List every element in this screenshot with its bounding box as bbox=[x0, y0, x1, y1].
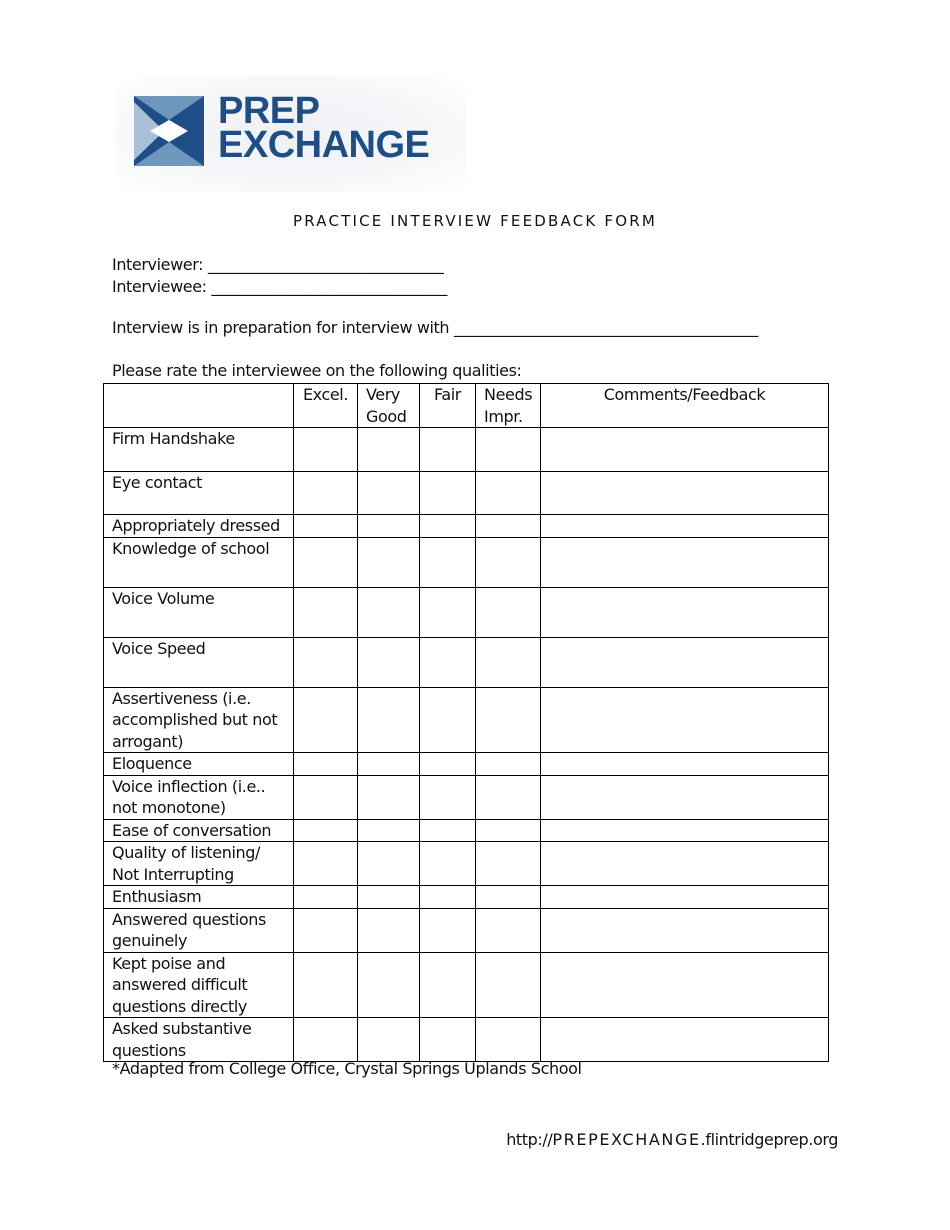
rating-cell-excellent[interactable] bbox=[294, 908, 358, 952]
quality-label: Appropriately dressed bbox=[104, 515, 294, 538]
table-row bbox=[104, 587, 829, 637]
interviewee-field[interactable]: Interviewee: _______________________________ bbox=[112, 277, 447, 296]
rating-cell-very-good[interactable] bbox=[358, 1018, 420, 1062]
rating-cell-very-good[interactable] bbox=[358, 908, 420, 952]
quality-label: Eloquence bbox=[104, 753, 294, 776]
prep-exchange-logo bbox=[116, 76, 466, 192]
rating-cell-very-good[interactable] bbox=[358, 472, 420, 515]
rating-cell-fair[interactable] bbox=[420, 472, 476, 515]
rating-cell-excellent[interactable] bbox=[294, 1018, 358, 1062]
rating-cell-needs-improvement[interactable] bbox=[476, 537, 541, 587]
rating-cell-very-good[interactable] bbox=[358, 515, 420, 538]
rating-cell-fair[interactable] bbox=[420, 637, 476, 687]
rating-cell-fair[interactable] bbox=[420, 842, 476, 886]
quality-label: Voice Volume bbox=[104, 587, 294, 637]
rating-cell-needs-improvement[interactable] bbox=[476, 472, 541, 515]
rating-table bbox=[103, 383, 829, 1062]
rating-cell-excellent[interactable] bbox=[294, 515, 358, 538]
rating-cell-needs-improvement[interactable] bbox=[476, 775, 541, 819]
rating-cell-excellent[interactable] bbox=[294, 952, 358, 1018]
rating-cell-excellent[interactable] bbox=[294, 819, 358, 842]
table-row bbox=[104, 1018, 829, 1062]
comments-cell[interactable] bbox=[541, 842, 829, 886]
rating-cell-fair[interactable] bbox=[420, 687, 476, 753]
table-row bbox=[104, 472, 829, 515]
rating-cell-fair[interactable] bbox=[420, 1018, 476, 1062]
rating-cell-fair[interactable] bbox=[420, 537, 476, 587]
rating-cell-very-good[interactable] bbox=[358, 687, 420, 753]
rating-cell-needs-improvement[interactable] bbox=[476, 687, 541, 753]
rating-cell-fair[interactable] bbox=[420, 819, 476, 842]
rating-cell-fair[interactable] bbox=[420, 753, 476, 776]
url-prefix: http:// bbox=[506, 1130, 553, 1149]
table-row bbox=[104, 886, 829, 909]
logo-wordmark bbox=[218, 90, 430, 166]
header-excellent: Excel. bbox=[294, 384, 358, 428]
table-row bbox=[104, 428, 829, 472]
url-suffix: .flintridgeprep.org bbox=[700, 1130, 838, 1149]
table-row bbox=[104, 775, 829, 819]
table-row bbox=[104, 515, 829, 538]
preparation-field[interactable]: Interview is in preparation for interview with ________________________________________ bbox=[112, 318, 758, 337]
logo-mark-icon bbox=[134, 96, 204, 166]
quality-label: Enthusiasm bbox=[104, 886, 294, 909]
quality-label: Answered questions genuinely bbox=[104, 908, 294, 952]
rating-cell-fair[interactable] bbox=[420, 428, 476, 472]
rating-cell-excellent[interactable] bbox=[294, 637, 358, 687]
rating-cell-needs-improvement[interactable] bbox=[476, 908, 541, 952]
comments-cell[interactable] bbox=[541, 886, 829, 909]
rating-cell-very-good[interactable] bbox=[358, 587, 420, 637]
source-footnote: *Adapted from College Office, Crystal Springs Uplands School bbox=[112, 1059, 582, 1078]
header-comments: Comments/Feedback bbox=[541, 384, 829, 428]
comments-cell[interactable] bbox=[541, 472, 829, 515]
comments-cell[interactable] bbox=[541, 819, 829, 842]
comments-cell[interactable] bbox=[541, 637, 829, 687]
rating-cell-excellent[interactable] bbox=[294, 753, 358, 776]
comments-cell[interactable] bbox=[541, 1018, 829, 1062]
rating-cell-very-good[interactable] bbox=[358, 428, 420, 472]
url-brand: PREPEXCHANGE bbox=[552, 1130, 701, 1149]
rating-cell-very-good[interactable] bbox=[358, 886, 420, 909]
interviewer-field[interactable]: Interviewer: _______________________________ bbox=[112, 255, 444, 274]
logo-line-1: PREP bbox=[218, 90, 320, 132]
rating-cell-needs-improvement[interactable] bbox=[476, 1018, 541, 1062]
comments-cell[interactable] bbox=[541, 908, 829, 952]
rating-cell-needs-improvement[interactable] bbox=[476, 842, 541, 886]
rating-cell-excellent[interactable] bbox=[294, 587, 358, 637]
table-row bbox=[104, 687, 829, 753]
rating-cell-very-good[interactable] bbox=[358, 637, 420, 687]
rating-cell-needs-improvement[interactable] bbox=[476, 637, 541, 687]
rating-cell-needs-improvement[interactable] bbox=[476, 428, 541, 472]
rating-cell-excellent[interactable] bbox=[294, 687, 358, 753]
quality-label: Asked substantive questions bbox=[104, 1018, 294, 1062]
comments-cell[interactable] bbox=[541, 587, 829, 637]
website-url[interactable] bbox=[506, 1130, 838, 1149]
rating-instruction: Please rate the interviewee on the following qualities: bbox=[112, 361, 522, 380]
rating-cell-fair[interactable] bbox=[420, 775, 476, 819]
rating-cell-very-good[interactable] bbox=[358, 952, 420, 1018]
rating-cell-excellent[interactable] bbox=[294, 537, 358, 587]
rating-cell-excellent[interactable] bbox=[294, 428, 358, 472]
rating-cell-excellent[interactable] bbox=[294, 775, 358, 819]
rating-cell-very-good[interactable] bbox=[358, 753, 420, 776]
rating-cell-needs-improvement[interactable] bbox=[476, 819, 541, 842]
table-row bbox=[104, 819, 829, 842]
comments-cell[interactable] bbox=[541, 515, 829, 538]
logo-line-2: EXCHANGE bbox=[218, 124, 430, 166]
header-needs-improvement: Needs Impr. bbox=[476, 384, 541, 428]
rating-cell-excellent[interactable] bbox=[294, 842, 358, 886]
comments-cell[interactable] bbox=[541, 753, 829, 776]
quality-label: Quality of listening/ Not Interrupting bbox=[104, 842, 294, 886]
rating-cell-very-good[interactable] bbox=[358, 842, 420, 886]
quality-label: Ease of conversation bbox=[104, 819, 294, 842]
table-row bbox=[104, 537, 829, 587]
comments-cell[interactable] bbox=[541, 775, 829, 819]
rating-cell-needs-improvement[interactable] bbox=[476, 952, 541, 1018]
table-row bbox=[104, 908, 829, 952]
header-fair: Fair bbox=[420, 384, 476, 428]
comments-cell[interactable] bbox=[541, 428, 829, 472]
table-header-row bbox=[104, 384, 829, 428]
header-very-good: Very Good bbox=[358, 384, 420, 428]
comments-cell[interactable] bbox=[541, 952, 829, 1018]
rating-cell-very-good[interactable] bbox=[358, 537, 420, 587]
quality-label: Voice Speed bbox=[104, 637, 294, 687]
quality-label: Kept poise and answered difficult questions directly bbox=[104, 952, 294, 1018]
rating-cell-fair[interactable] bbox=[420, 587, 476, 637]
rating-cell-fair[interactable] bbox=[420, 952, 476, 1018]
quality-label: Knowledge of school bbox=[104, 537, 294, 587]
quality-label: Eye contact bbox=[104, 472, 294, 515]
rating-cell-fair[interactable] bbox=[420, 908, 476, 952]
quality-label: Assertiveness (i.e. accomplished but not arrogant) bbox=[104, 687, 294, 753]
rating-cell-needs-improvement[interactable] bbox=[476, 587, 541, 637]
header-quality bbox=[104, 384, 294, 428]
table-row bbox=[104, 842, 829, 886]
rating-cell-fair[interactable] bbox=[420, 886, 476, 909]
form-title: PRACTICE INTERVIEW FEEDBACK FORM bbox=[293, 212, 657, 230]
table-row bbox=[104, 952, 829, 1018]
comments-cell[interactable] bbox=[541, 687, 829, 753]
rating-cell-excellent[interactable] bbox=[294, 472, 358, 515]
comments-cell[interactable] bbox=[541, 537, 829, 587]
rating-cell-fair[interactable] bbox=[420, 515, 476, 538]
quality-label: Firm Handshake bbox=[104, 428, 294, 472]
rating-cell-needs-improvement[interactable] bbox=[476, 515, 541, 538]
table-row bbox=[104, 637, 829, 687]
table-row bbox=[104, 753, 829, 776]
quality-label: Voice inflection (i.e.. not monotone) bbox=[104, 775, 294, 819]
rating-cell-needs-improvement[interactable] bbox=[476, 753, 541, 776]
rating-cell-excellent[interactable] bbox=[294, 886, 358, 909]
rating-cell-very-good[interactable] bbox=[358, 775, 420, 819]
rating-cell-needs-improvement[interactable] bbox=[476, 886, 541, 909]
rating-cell-very-good[interactable] bbox=[358, 819, 420, 842]
